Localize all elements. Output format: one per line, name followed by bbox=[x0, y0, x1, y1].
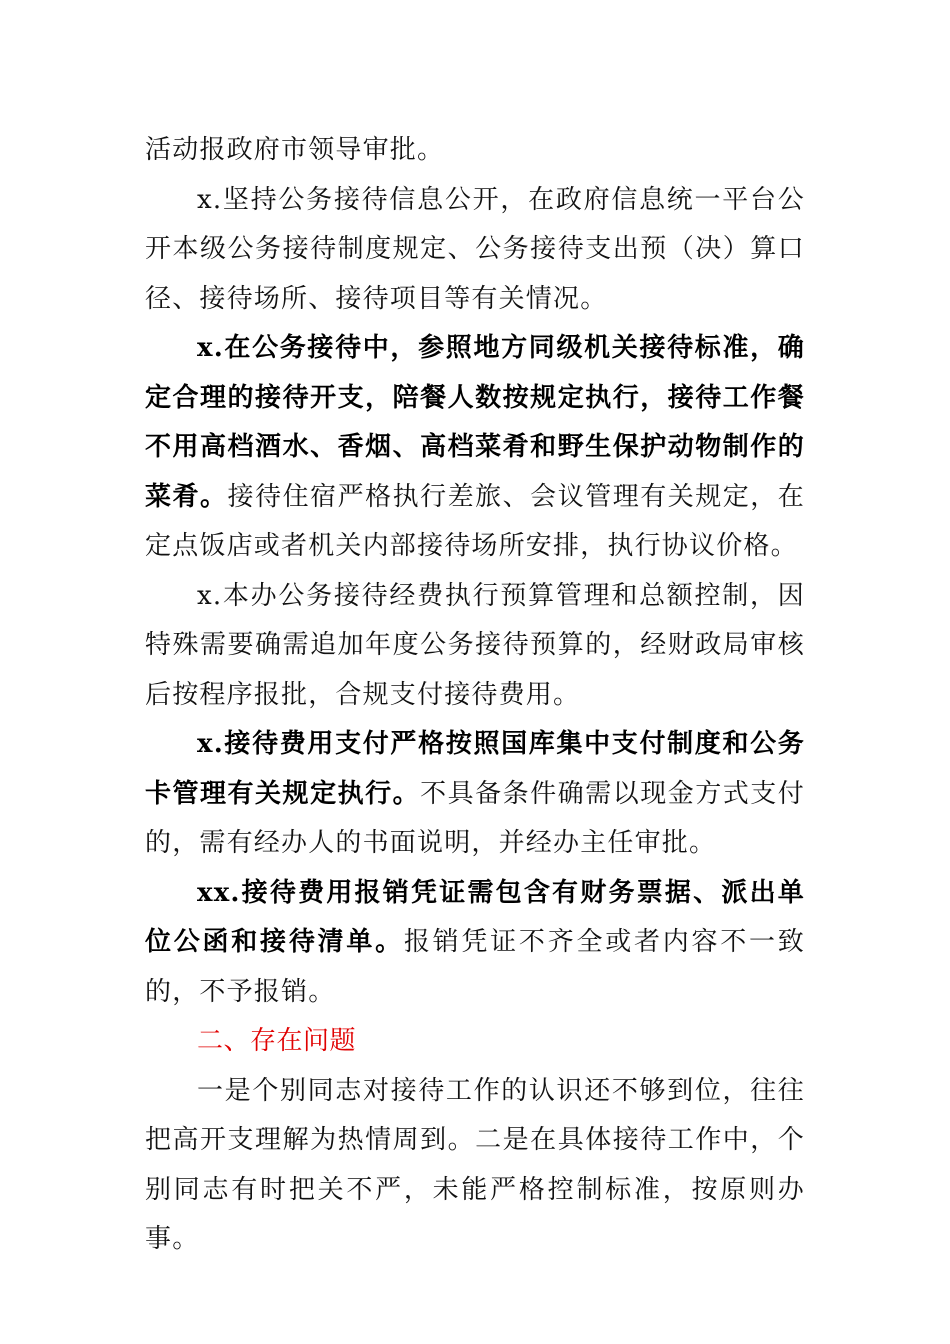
continuation-text: 活动报政府市领导审批。 bbox=[145, 135, 445, 165]
item-paragraph-3 bbox=[145, 572, 805, 721]
item-5-bold-text: xx.接待费用报销凭证需包含有财务票据、派出单位公函和接待清单。 bbox=[145, 877, 805, 957]
item-paragraph-1 bbox=[145, 176, 805, 325]
item-2-bold-text: x.在公务接待中，参照地方同级机关接待标准，确定合理的接待开支，陪餐人数按规定执行，接待工作餐不用高档酒水、香烟、高档菜肴和野生保护动物制作的菜肴。 bbox=[145, 333, 805, 512]
item-4-text: 不具备条件确需以现金方式支付的，需有经办人的书面说明，并经办主任审批。 bbox=[145, 778, 805, 858]
item-5-text: 报销凭证不齐全或者内容不一致的，不予报销。 bbox=[145, 927, 805, 1007]
item-paragraph-5 bbox=[145, 869, 805, 1018]
section-heading: 二、存在问题 bbox=[197, 1026, 357, 1056]
problems-paragraph bbox=[145, 1067, 805, 1265]
continuation-paragraph bbox=[145, 126, 805, 176]
item-4-bold-text: x.接待费用支付严格按照国库集中支付制度和公务卡管理有关规定执行。 bbox=[145, 729, 805, 809]
problems-text: 一是个别同志对接待工作的认识还不够到位，往往把高开支理解为热情周到。二是在具体接待工作中，个别同志有时把关不严，未能严格控制标准，按原则办事。 bbox=[145, 1075, 805, 1254]
item-3-text: x.本办公务接待经费执行预算管理和总额控制，因特殊需要确需追加年度公务接待预算的，经财政局审核后按程序报批，合规支付接待费用。 bbox=[145, 580, 805, 710]
document-body bbox=[145, 126, 805, 1265]
item-1-text: x.坚持公务接待信息公开，在政府信息统一平台公开本级公务接待制度规定、公务接待支出预（决）算口径、接待场所、接待项目等有关情况。 bbox=[145, 184, 805, 314]
item-paragraph-2 bbox=[145, 324, 805, 572]
item-paragraph-4 bbox=[145, 720, 805, 869]
item-2-text: 接待住宿严格执行差旅、会议管理有关规定，在定点饭店或者机关内部接待场所安排，执行协议价格。 bbox=[145, 481, 805, 561]
